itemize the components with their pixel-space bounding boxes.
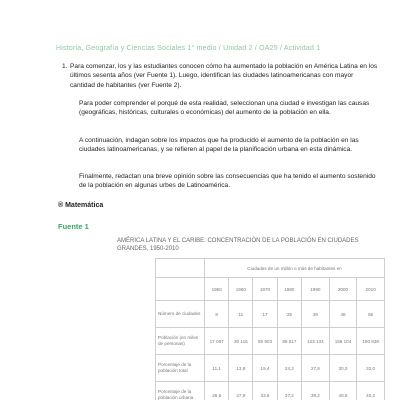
table-cell: 30 116 [229, 328, 253, 355]
breadcrumb: Historia, Geografía y Ciencias Sociales 1° medio / Unidad 2 / OA25 / Actividad 1 [56, 45, 321, 52]
table-row [156, 328, 385, 355]
item-text: Para comenzar, los y las estudiantes conocen cómo ha aumentado la población en América Latina en los últimos sesenta años (ver Fuente 1). Luego, identifican las ciudades latinoamericanas con mayor cantidad de habitantes (ver Fuente 2). [70, 63, 378, 89]
table-corner-cell [156, 278, 205, 301]
table-cell: 25 [277, 301, 301, 328]
table-cell: 24,2 [277, 355, 301, 382]
row-label: Porcentaje de la población urbana [156, 382, 205, 400]
table-cell: 8 [205, 301, 229, 328]
row-label: Número de ciudades [156, 301, 205, 328]
table-cell: 17 067 [205, 328, 229, 355]
year-header: 1950 [205, 278, 229, 301]
table-cell: 56 [357, 301, 385, 328]
activity-paragraph-3: A continuación, indagan sobre los impactos que ha producido el aumento de la población en las ciudades latinoamericanas, y se refieren al papel de la planificación urbana en esta dinámica. [79, 137, 359, 154]
row-label: Población (en miles de personas) [156, 328, 205, 355]
table-cell: 37,2 [277, 382, 301, 400]
year-header: 1970 [253, 278, 277, 301]
item-number: 1. [62, 63, 68, 70]
table-cell: 190 938 [357, 328, 385, 355]
population-table [155, 258, 385, 400]
table-cell: 48 [329, 301, 357, 328]
table-cell: 38 [302, 301, 330, 328]
table-cell: 11 [229, 301, 253, 328]
activity-item-1 [62, 62, 380, 90]
table-cell: 32,0 [357, 355, 385, 382]
source-label: Fuente 1 [58, 222, 89, 231]
table-cell: 27,8 [302, 355, 330, 382]
table-cell: 17 [253, 301, 277, 328]
table-row [156, 355, 385, 382]
table-cell: 30,0 [329, 355, 357, 382]
subject-connection-label: ® Matemática [58, 202, 104, 209]
table-row [156, 301, 385, 328]
year-header: 1960 [229, 278, 253, 301]
table-cell: 158 104 [329, 328, 357, 355]
activity-paragraph-2: Para poder comprender el porqué de esta realidad, seleccionan una ciudad e investigan las causas (geográficas, históricas, culturales o económicas) del aumento de la población en ella. [79, 100, 370, 117]
year-header: 2000 [329, 278, 357, 301]
table-cell: 19,4 [253, 355, 277, 382]
table-cell: 55 903 [253, 328, 277, 355]
table-cell: 33,6 [253, 382, 277, 400]
table-cell: 89 617 [277, 328, 301, 355]
table-cell: 40,2 [357, 382, 385, 400]
table-cell: 27,9 [229, 382, 253, 400]
figure-title: AMÉRICA LATINA Y EL CARIBE: CONCENTRACIÓN DE LA POBLACIÓN EN CIUDADES GRANDES, 1950-2010 [117, 238, 359, 252]
population-table-container [155, 258, 385, 400]
year-header: 2010 [357, 278, 385, 301]
table-cell: 123 134 [302, 328, 330, 355]
table-cell: 11,1 [205, 355, 229, 382]
row-label: Porcentaje de la población total [156, 355, 205, 382]
table-row [156, 382, 385, 400]
activity-paragraph-4: Finalmente, redactan una breve opinión sobre las consecuencias que ha tenido el aumento sostenido de la población en algunas urbes de Latinoamérica. [79, 173, 376, 190]
table-cell: 40,8 [329, 382, 357, 400]
year-header: 1980 [277, 278, 301, 301]
year-header: 1990 [302, 278, 330, 301]
table-cell: 13,8 [229, 355, 253, 382]
table-group-header: Ciudades de un millón o más de habitantes en [205, 259, 385, 278]
table-corner-cell [156, 259, 205, 278]
table-cell: 39,2 [302, 382, 330, 400]
table-cell: 26,5 [205, 382, 229, 400]
